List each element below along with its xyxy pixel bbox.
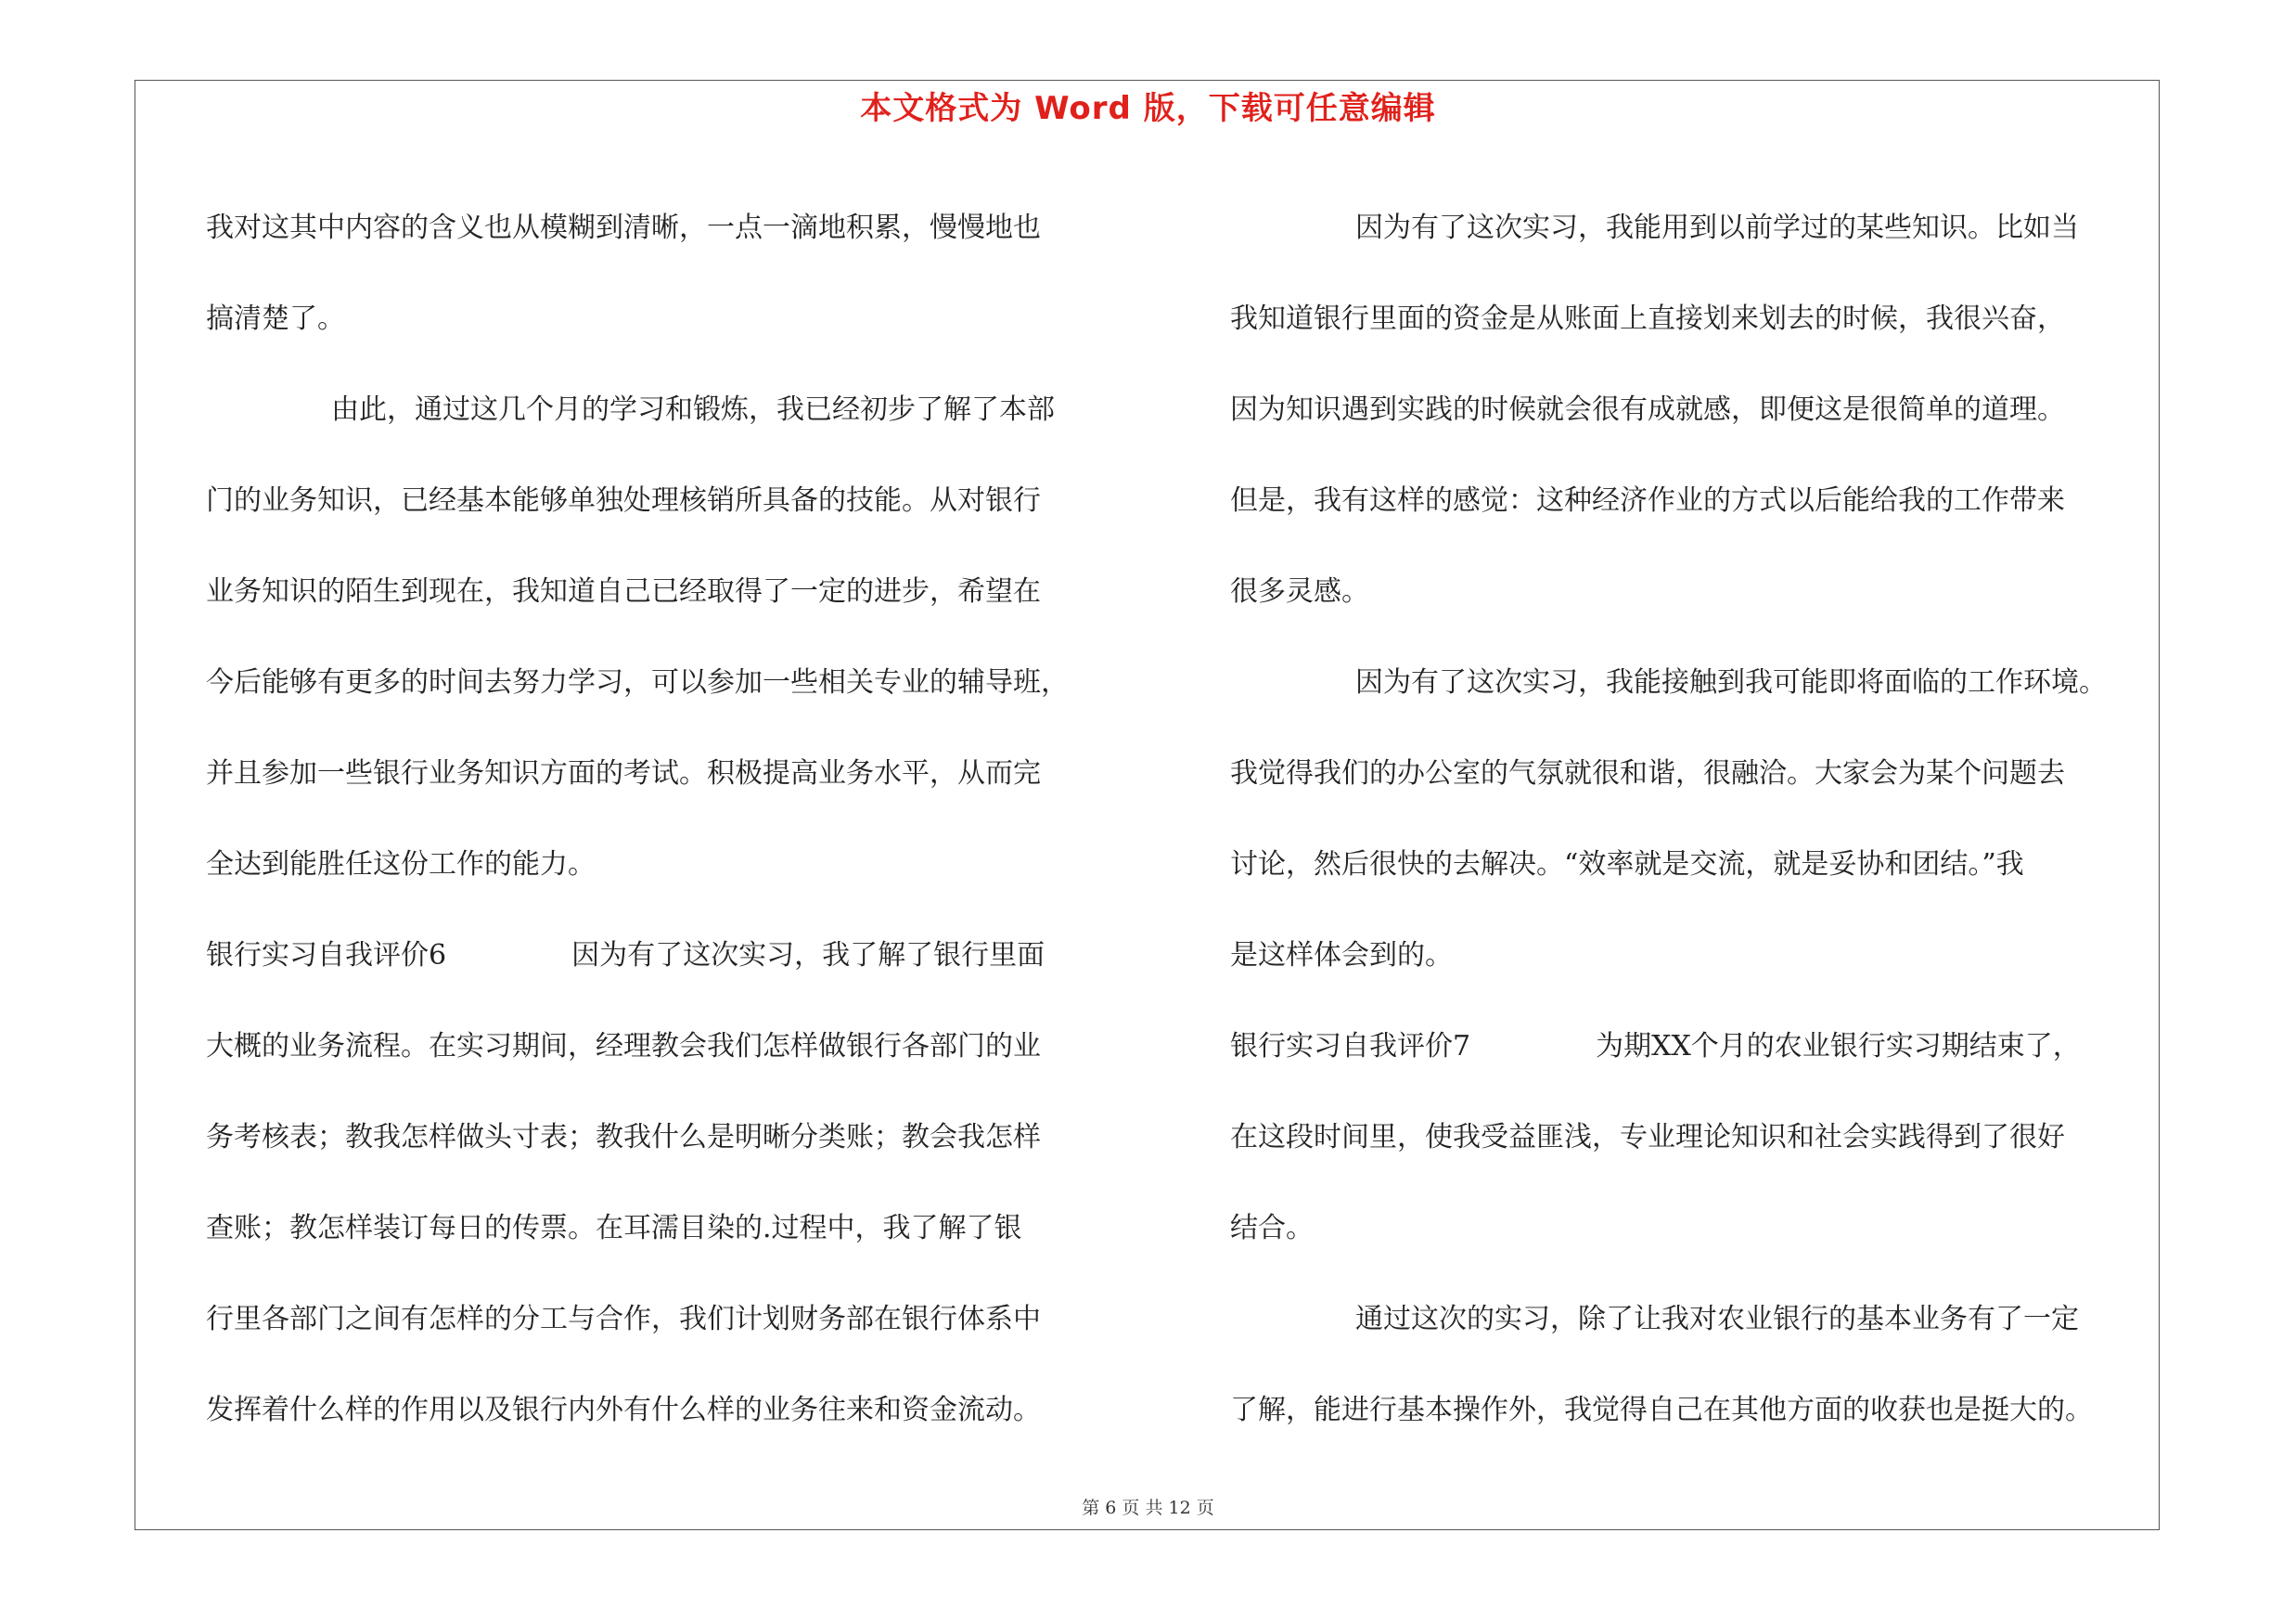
section-heading: 银行实习自我评价7 bbox=[1230, 1030, 1471, 1063]
text-line bbox=[206, 819, 1134, 910]
line-text: 我觉得我们的办公室的气氛就很和谐，很融洽。大家会为某个问题去 bbox=[1230, 757, 2065, 790]
line-text: 我对这其中内容的含义也从模糊到清晰，一点一滴地积累，慢慢地也 bbox=[206, 212, 1041, 244]
text-line bbox=[1230, 1092, 2176, 1183]
line-text: 因为有了这次实习，我了解了银行里面 bbox=[571, 939, 1045, 972]
line-text: 结合。 bbox=[1230, 1212, 1314, 1244]
right-column bbox=[1230, 183, 2176, 1456]
line-text: 发挥着什么样的作用以及银行内外有什么样的业务往来和资金流动。 bbox=[206, 1394, 1041, 1426]
line-text: 为期XX个月的农业银行实习期结束了， bbox=[1596, 1030, 2081, 1063]
text-line bbox=[206, 274, 1134, 365]
text-line bbox=[206, 1274, 1134, 1365]
text-line bbox=[1230, 547, 2176, 638]
text-line bbox=[1230, 1001, 2176, 1092]
line-text: 了解，能进行基本操作外，我觉得自己在其他方面的收获也是挺大的。 bbox=[1230, 1394, 2093, 1426]
text-line bbox=[1230, 819, 2176, 910]
text-line bbox=[1230, 638, 2176, 728]
text-line bbox=[206, 456, 1134, 547]
text-line bbox=[1230, 1365, 2176, 1456]
text-line bbox=[206, 1365, 1134, 1456]
text-line bbox=[1230, 183, 2176, 274]
text-line bbox=[1230, 456, 2176, 547]
line-text: 我知道银行里面的资金是从账面上直接划来划去的时候，我很兴奋， bbox=[1230, 303, 2065, 335]
text-line bbox=[206, 1001, 1134, 1092]
text-line bbox=[1230, 1274, 2176, 1365]
line-text: 行里各部门之间有怎样的分工与合作，我们计划财务部在银行体系中 bbox=[206, 1303, 1041, 1335]
line-text: 务考核表；教我怎样做头寸表；教我什么是明晰分类账；教会我怎样 bbox=[206, 1121, 1041, 1153]
text-line bbox=[206, 728, 1134, 819]
text-line bbox=[206, 910, 1134, 1001]
line-text: 因为有了这次实习，我能用到以前学过的某些知识。比如当 bbox=[1355, 212, 2079, 244]
line-text: 查账；教怎样装订每日的传票。在耳濡目染的.过程中，我了解了银 bbox=[206, 1212, 1022, 1244]
line-text: 很多灵感。 bbox=[1230, 575, 1369, 608]
word-format-banner: 本文格式为 Word 版，下载可任意编辑 bbox=[860, 90, 1436, 127]
line-text: 在这段时间里，使我受益匪浅，专业理论知识和社会实践得到了很好 bbox=[1230, 1121, 2065, 1153]
line-text: 通过这次的实习，除了让我对农业银行的基本业务有了一定 bbox=[1355, 1303, 2079, 1335]
page-footer: 第 6 页 共 12 页 bbox=[1082, 1498, 1214, 1518]
line-text: 因为知识遇到实践的时候就会很有成就感，即便这是很简单的道理。 bbox=[1230, 393, 2065, 426]
line-text: 今后能够有更多的时间去努力学习，可以参加一些相关专业的辅导班， bbox=[206, 666, 1069, 699]
text-line bbox=[1230, 728, 2176, 819]
line-text: 搞清楚了。 bbox=[206, 303, 345, 335]
section-heading: 银行实习自我评价6 bbox=[206, 939, 447, 972]
text-line bbox=[206, 547, 1134, 638]
line-text: 业务知识的陌生到现在，我知道自己已经取得了一定的进步，希望在 bbox=[206, 575, 1041, 608]
line-text: 讨论，然后很快的去解决。“效率就是交流，就是妥协和团结。”我 bbox=[1230, 848, 2024, 881]
text-line bbox=[1230, 910, 2176, 1001]
text-line bbox=[206, 638, 1134, 728]
line-text: 门的业务知识，已经基本能够单独处理核销所具备的技能。从对银行 bbox=[206, 484, 1041, 517]
text-line bbox=[1230, 274, 2176, 365]
line-text: 由此，通过这几个月的学习和锻炼，我已经初步了解了本部 bbox=[331, 393, 1055, 426]
line-text: 因为有了这次实习，我能接触到我可能即将面临的工作环境。 bbox=[1355, 666, 2107, 699]
line-text: 全达到能胜任这份工作的能力。 bbox=[206, 848, 596, 881]
text-line bbox=[1230, 1183, 2176, 1274]
text-line bbox=[206, 365, 1134, 456]
line-text: 并且参加一些银行业务知识方面的考试。积极提高业务水平，从而完 bbox=[206, 757, 1041, 790]
line-text: 是这样体会到的。 bbox=[1230, 939, 1453, 972]
line-text: 大概的业务流程。在实习期间，经理教会我们怎样做银行各部门的业 bbox=[206, 1030, 1041, 1063]
text-line bbox=[206, 183, 1134, 274]
left-column bbox=[206, 183, 1134, 1456]
line-text: 但是，我有这样的感觉：这种经济作业的方式以后能给我的工作带来 bbox=[1230, 484, 2065, 517]
text-line bbox=[1230, 365, 2176, 456]
text-line bbox=[206, 1183, 1134, 1274]
text-line bbox=[206, 1092, 1134, 1183]
